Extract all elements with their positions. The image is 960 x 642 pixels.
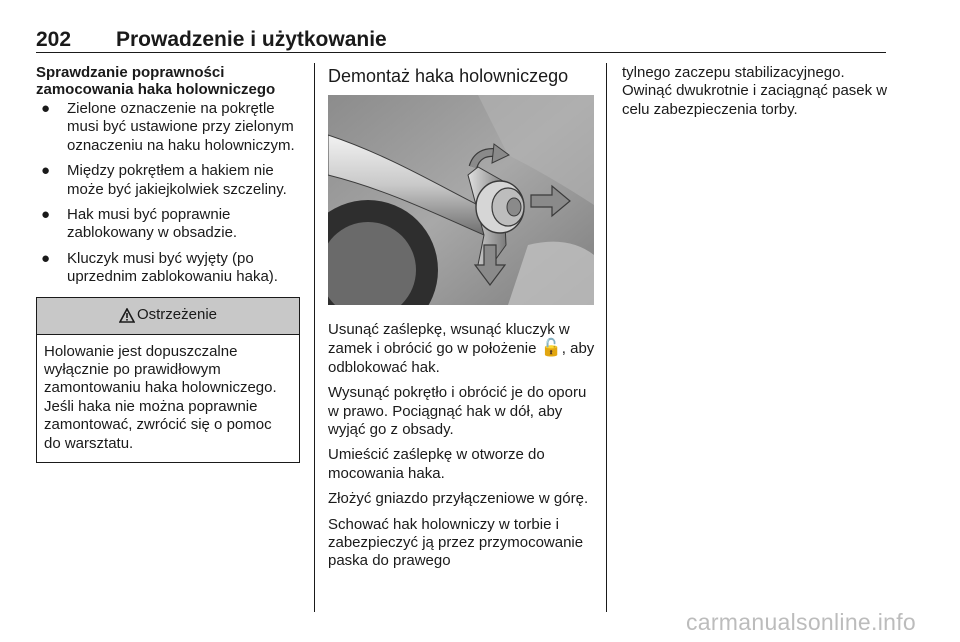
paragraph: Wysunąć pokrętło i obrócić je do oporu w prawo. Pociągnąć hak w dół, aby wyjąć go z obsady. xyxy=(328,384,587,439)
list-item-text: Między pokrętłem a hakiem nie może być jakiejkolwiek szczeliny. xyxy=(67,162,287,198)
page-title: Prowadzenie i użytkowanie xyxy=(116,28,387,51)
page-header xyxy=(36,28,886,53)
list-item xyxy=(36,100,304,155)
warning-text: Holowanie jest dopuszczalne wyłącznie po prawidłowym zamontowaniu haka holowniczego. Jeśli haka nie można poprawnie zamontować, zwrócić się o pomoc do warsztatu. xyxy=(44,342,277,452)
bullet-icon: ● xyxy=(41,206,51,224)
list-item xyxy=(36,206,304,243)
paragraph-text: , aby odblokować hak. xyxy=(328,340,595,376)
tow-hook-illustration xyxy=(328,95,594,305)
list-item-text: Zielone oznaczenie na pokrętle musi być ustawione przy zielonym oznaczeniu na haku holowniczym. xyxy=(67,100,295,154)
bullet-icon: ● xyxy=(41,100,51,117)
paragraph: Złożyć gniazdo przyłączeniowe w górę. xyxy=(328,490,589,508)
column-left xyxy=(36,64,304,463)
list-item-text: Hak musi być poprawnie zablokowany w obsadzie. xyxy=(67,206,238,242)
paragraph: Umieścić zaślepkę w otworze do mocowania haka. xyxy=(328,446,545,482)
paragraph: Schować hak holowniczy w torbie i zabezpieczyć ją przez przymocowanie paska do prawego xyxy=(328,515,584,570)
bullet-icon: ● xyxy=(41,162,51,180)
warning-title: Ostrzeżenie xyxy=(136,306,218,324)
warning-triangle-icon xyxy=(119,308,135,323)
column-middle xyxy=(328,66,596,578)
paragraph-text: Usunąć zaślepkę, wsunąć kluczyk w zamek i obrócić go w położenie xyxy=(328,321,570,358)
section-subheading: Sprawdzanie poprawności zamocowania haka holowniczego xyxy=(36,64,276,98)
paragraph xyxy=(328,321,596,377)
list-item xyxy=(36,162,304,199)
list-item-text: Kluczyk musi być wyjęty (po uprzednim zablokowaniu haka). xyxy=(67,249,278,286)
unlock-icon: 🔓 xyxy=(540,338,562,358)
bullet-icon: ● xyxy=(41,249,51,267)
warning-box xyxy=(36,297,300,463)
column-divider-2 xyxy=(606,63,607,612)
watermark: carmanualsonline.info xyxy=(685,609,916,635)
page-number: 202 xyxy=(36,28,72,51)
list-item xyxy=(36,250,304,287)
column-divider-1 xyxy=(314,63,315,612)
tow-hook-illustration-svg xyxy=(328,95,594,305)
check-list xyxy=(36,100,304,287)
section-heading: Demontaż haka holowniczego xyxy=(328,66,569,86)
column-right xyxy=(622,64,892,126)
warning-header xyxy=(37,298,299,335)
paragraph: tylnego zaczepu stabilizacyjnego. Owinąć dwukrotnie i zaciągnąć pasek w celu zabezpieczenia torby. xyxy=(622,64,888,118)
